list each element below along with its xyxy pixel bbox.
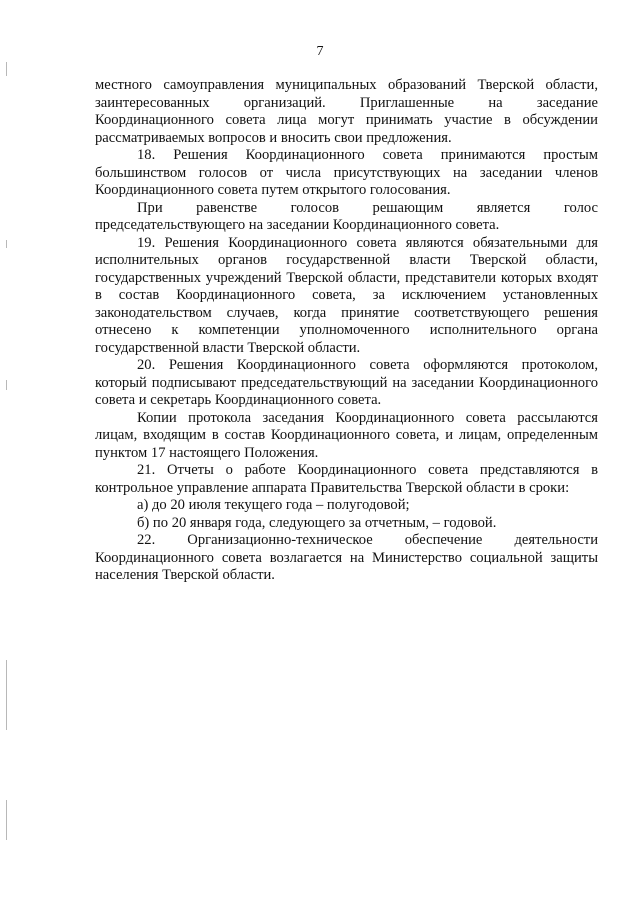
document-body <box>95 77 598 585</box>
paragraph-20: 20. Решения Координационного совета оформляются протоколом, который подписывают председательствующий на заседании Координационного совета и секретарь Координационного совета. <box>95 357 598 408</box>
paragraph-22: 22. Организационно-техническое обеспечение деятельности Координационного совета возлагается на Министерство социальной защиты населения Тверской области. <box>95 532 598 583</box>
paragraph-19: 19. Решения Координационного совета являются обязательными для исполнительных органов государственной власти Тверской области, государственных учреждений Тверской области, представители которых входят в состав Координационного совета, за исключением установленных законодательством случаев, когда принятие соответствующего решения отнесено к компетенции уполномоченного исполнительного органа государственной власти Тверской области. <box>95 234 598 356</box>
paragraph-protocol-copies: Копии протокола заседания Координационного совета рассылаются лицам, входящим в состав Координационного совета, и лицам, определенным пунктом 17 настоящего Положения. <box>95 409 598 461</box>
paragraph-continuation: местного самоуправления муниципальных образований Тверской области, заинтересованных организаций. Приглашенные на заседание Координационного совета лица могут принимать участие в обсуждении рассматриваемых вопросов и вносить свои предложения. <box>95 77 598 146</box>
list-item-b: б) по 20 января года, следующего за отчетным, – годовой. <box>137 514 497 531</box>
scan-edge-marks <box>6 0 8 905</box>
paragraph-18: 18. Решения Координационного совета принимаются простым большинством голосов от числа присутствующих на заседании членов Координационного совета путем открытого голосования. <box>95 147 598 198</box>
page-number: 7 <box>316 44 324 59</box>
paragraph-tie-vote: При равенстве голосов решающим является голос председательствующего на заседании Координационного совета. <box>95 199 598 233</box>
list-item-a: а) до 20 июля текущего года – полугодовой; <box>137 497 410 513</box>
paragraph-21: 21. Отчеты о работе Координационного совета представляются в контрольное управление аппарата Правительства Тверской области в сроки: <box>95 462 598 496</box>
